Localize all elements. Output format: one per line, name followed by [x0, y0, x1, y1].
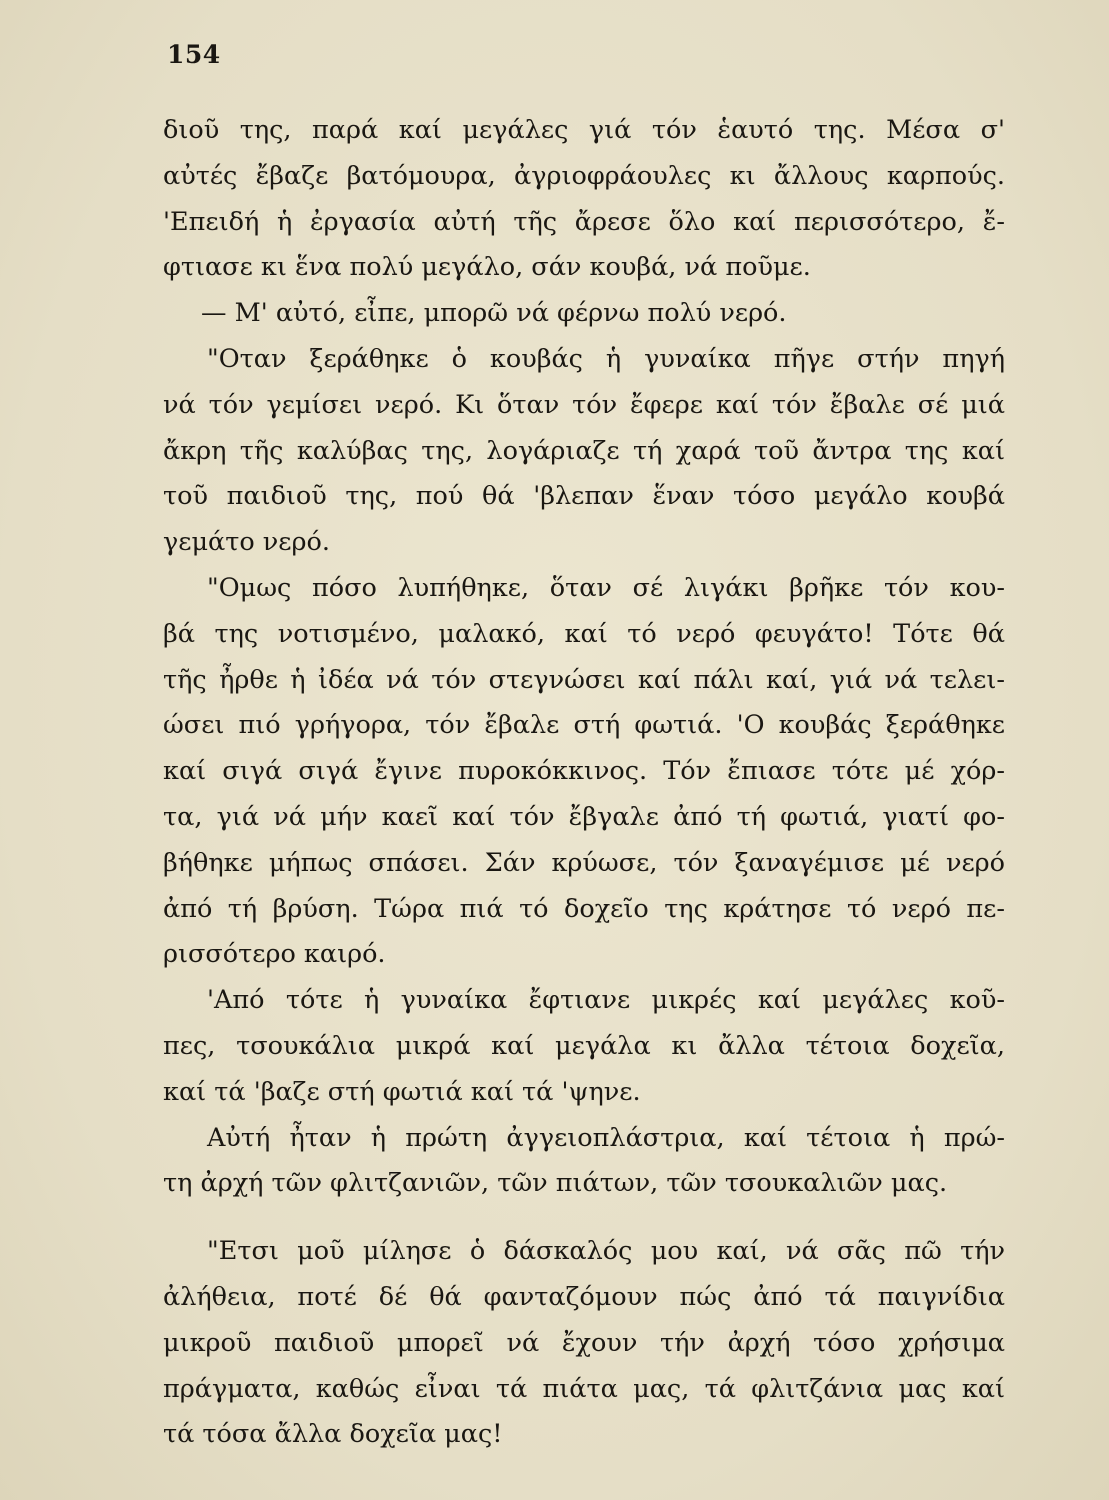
text-line: ἄκρη τῆς καλύβας της, λογάριαζε τή χαρά τοῦ ἄντρα της καί: [163, 435, 1005, 466]
text-line: Αὐτή ἦταν ἡ πρώτη ἀγγειοπλάστρια, καί τέτοια ἡ πρώ-: [207, 1122, 1005, 1153]
text-line: καί τά 'βαζε στή φωτιά καί τά 'ψηνε.: [163, 1076, 641, 1107]
text-line: γεμάτο νερό.: [163, 527, 330, 558]
text-line: διοῦ της, παρά καί μεγάλες γιά τόν ἑαυτό της. Μέσα σ': [163, 115, 1005, 145]
text-line: αὐτές ἔβαζε βατόμουρα, ἀγριοφράουλες κι ἄλλους καρπούς.: [163, 160, 1005, 191]
text-line: τα, γιά νά μήν καεῖ καί τόν ἔβγαλε ἀπό τή φωτιά, γιατί φο-: [163, 801, 1005, 832]
section-gap: [163, 1207, 1005, 1229]
text-line: ἀλήθεια, ποτέ δέ θά φανταζόμουν πώς ἀπό τά παιγνίδια: [163, 1281, 1005, 1312]
text-line: φτιασε κι ἕνα πολύ μεγάλο, σάν κουβά, νά ποῦμε.: [163, 252, 811, 283]
text-line: 'Επειδή ἡ ἐργασία αὐτή τῆς ἄρεσε ὅλο καί περισσότερο, ἔ-: [163, 206, 1005, 237]
text-line: ώσει πιό γρήγορα, τόν ἔβαλε στή φωτιά. 'Ο κουβάς ξεράθηκε: [163, 710, 1005, 741]
text-line: — Μ' αὐτό, εἶπε, μπορῶ νά φέρνω πολύ νερό.: [201, 298, 787, 329]
text-line: τοῦ παιδιοῦ της, πού θά 'βλεπαν ἕναν τόσο μεγάλο κουβά: [163, 481, 1005, 512]
text-line: "Ομως πόσο λυπήθηκε, ὅταν σέ λιγάκι βρῆκε τόν κου-: [207, 572, 1005, 603]
text-line: ρισσότερο καιρό.: [163, 939, 386, 970]
text-line: τη ἀρχή τῶν φλιτζανιῶν, τῶν πιάτων, τῶν τσουκαλιῶν μας.: [163, 1168, 948, 1199]
text-line: "Οταν ξεράθηκε ὁ κουβάς ἡ γυναίκα πῆγε στήν πηγή: [207, 343, 1005, 374]
text-line: ἀπό τή βρύση. Τώρα πιά τό δοχεῖο της κράτησε τό νερό πε-: [163, 893, 1005, 924]
text-line: νά τόν γεμίσει νερό. Κι ὅταν τόν ἔφερε καί τόν ἔβαλε σέ μιά: [163, 389, 1005, 420]
page-number: 154: [167, 40, 221, 69]
text-line: πες, τσουκάλια μικρά καί μεγάλα κι ἄλλα τέτοια δοχεῖα,: [163, 1030, 1005, 1061]
text-line: καί σιγά σιγά ἔγινε πυροκόκκινος. Τόν ἔπιασε τότε μέ χόρ-: [163, 756, 1005, 787]
text-line: βά της νοτισμένο, μαλακό, καί τό νερό φευγάτο! Τότε θά: [163, 618, 1005, 649]
text-line: πράγματα, καθώς εἶναι τά πιάτα μας, τά φλιτζάνια μας καί: [163, 1373, 1005, 1404]
text-line: τά τόσα ἄλλα δοχεῖα μας!: [163, 1419, 503, 1450]
text-line: 'Από τότε ἡ γυναίκα ἔφτιανε μικρές καί μεγάλες κοῦ-: [207, 985, 1005, 1016]
text-line: μικροῦ παιδιοῦ μπορεῖ νά ἔχουν τήν ἀρχή τόσο χρήσιμα: [163, 1327, 1005, 1358]
text-line: "Ετσι μοῦ μίλησε ὁ δάσκαλός μου καί, νά σᾶς πῶ τήν: [207, 1236, 1005, 1267]
text-line: βήθηκε μήπως σπάσει. Σάν κρύωσε, τόν ξαναγέμισε μέ νερό: [163, 847, 1005, 878]
body-text: [163, 108, 1005, 1458]
text-line: τῆς ἦρθε ἡ ἰδέα νά τόν στεγνώσει καί πάλι καί, γιά νά τελει-: [163, 664, 1005, 695]
